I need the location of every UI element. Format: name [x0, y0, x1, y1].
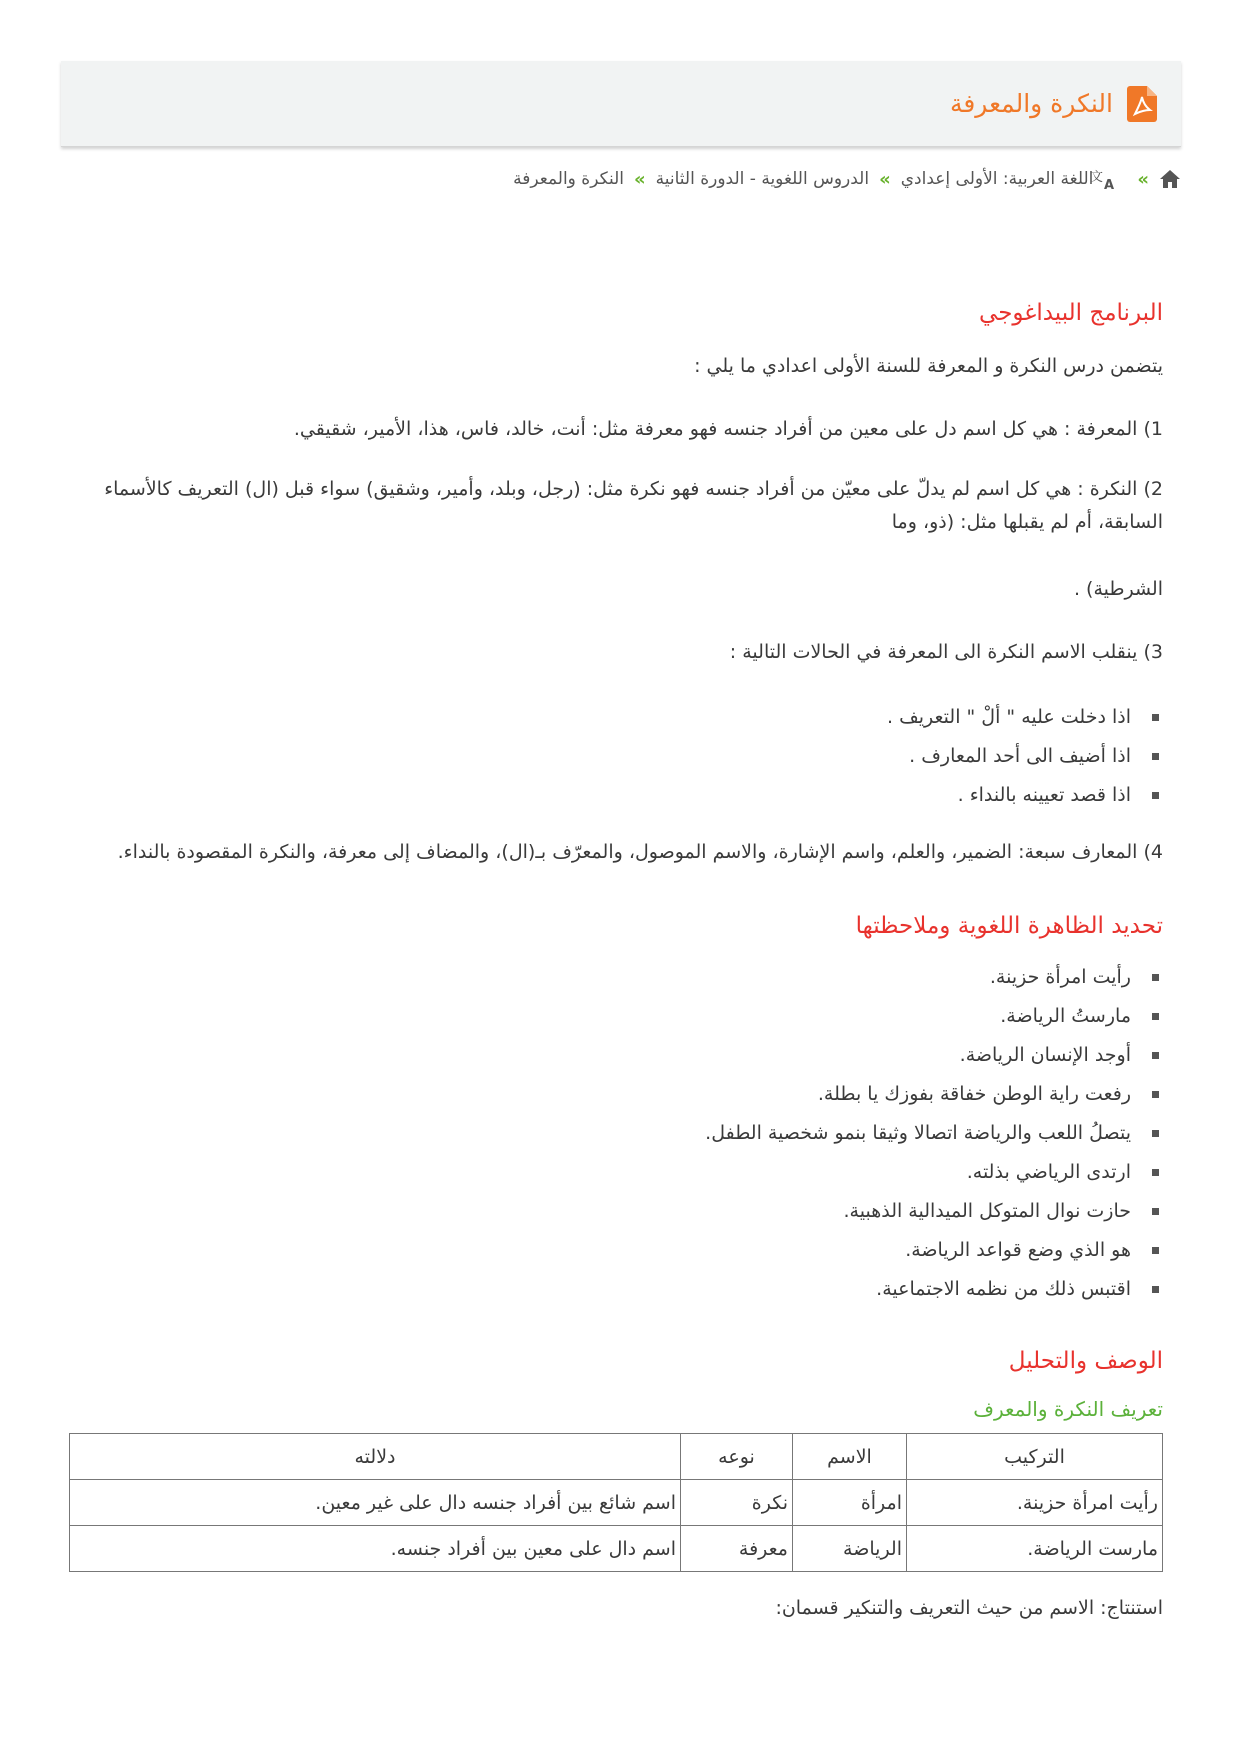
table-cell: مارست الرياضة. — [907, 1526, 1163, 1572]
pdf-icon — [1127, 86, 1157, 122]
section-heading-description-analysis: الوصف والتحليل — [1008, 1348, 1163, 1374]
bullet-icon — [1152, 714, 1159, 721]
definition-nakira: 2) النكرة : هي كل اسم لم يدلّ على معيّن من أفراد جنسه فهو نكرة مثل: (رجل، وبلد، وأمير، وشقيق) سواء قبل (ال) التعريف كالأسماء السابقة، أم لم يقبلها مثل: (ذو، وما — [104, 478, 1163, 534]
translate-icon — [1090, 168, 1127, 193]
table-cell: رأيت امرأة حزينة. — [907, 1480, 1163, 1526]
bullet-icon — [1152, 1208, 1159, 1215]
list-item: ارتدى الرياضي بذلته. — [967, 1154, 1131, 1190]
list-item: يتصلُ اللعب والرياضة اتصالا وثيقا بنمو شخصية الطفل. — [705, 1115, 1131, 1151]
list-item: اقتبس ذلك من نظمه الاجتماعية. — [876, 1271, 1131, 1307]
definition-nakira-continued: الشرطية) . — [1073, 578, 1163, 600]
bullet-icon — [1152, 1052, 1159, 1059]
bullet-icon — [1152, 1091, 1159, 1098]
table-cell: امرأة — [793, 1480, 907, 1526]
breadcrumb-item-lessons[interactable]: الدروس اللغوية - الدورة الثانية — [655, 169, 870, 189]
bullet-icon — [1152, 1013, 1159, 1020]
page-header — [61, 61, 1181, 147]
table-header-row — [70, 1434, 1163, 1480]
bullet-icon — [1152, 1247, 1159, 1254]
bullet-icon — [1152, 753, 1159, 760]
list-item: رأيت امرأة حزينة. — [990, 959, 1131, 995]
table-header-cell: التركيب — [907, 1434, 1163, 1480]
intro-paragraph: يتضمن درس النكرة و المعرفة للسنة الأولى اعدادي ما يلي : — [694, 355, 1163, 377]
table-cell: نكرة — [681, 1480, 793, 1526]
page-title: النكرة والمعرفة — [949, 89, 1113, 118]
list-item: اذا قصد تعيينه بالنداء . — [958, 777, 1131, 813]
table-cell: الرياضة — [793, 1526, 907, 1572]
breadcrumb-item-current: النكرة والمعرفة — [513, 169, 624, 189]
breadcrumb — [181, 168, 1181, 193]
table-header-cell: الاسم — [793, 1434, 907, 1480]
conversion-rule: 3) ينقلب الاسم النكرة الى المعرفة في الحالات التالية : — [729, 641, 1163, 663]
definite-nouns-list: 4) المعارف سبعة: الضمير، والعلم، واسم الإشارة، والاسم الموصول، والمعرّف بـ(ال)، والمضاف إلى معرفة، والنكرة المقصودة بالنداء. — [117, 841, 1163, 863]
table-row — [70, 1480, 1163, 1526]
bullet-icon — [1152, 792, 1159, 799]
definition-maarifa: 1) المعرفة : هي كل اسم دل على معين من أفراد جنسه فهو معرفة مثل: أنت، خالد، فاس، هذا، الأمير، شقيقي. — [293, 418, 1163, 440]
home-icon[interactable] — [1159, 169, 1181, 189]
section-heading-pedagogical-program: البرنامج البيداغوجي — [979, 300, 1163, 326]
bullet-icon — [1152, 974, 1159, 981]
list-item: اذا أضيف الى أحد المعارف . — [909, 738, 1131, 774]
list-item: هو الذي وضع قواعد الرياضة. — [905, 1232, 1131, 1268]
bullet-icon — [1152, 1286, 1159, 1293]
list-item: رفعت راية الوطن خفاقة بفوزك يا بطلة. — [818, 1076, 1131, 1112]
section-heading-observation: تحديد الظاهرة اللغوية وملاحظتها — [855, 913, 1163, 939]
conclusion-paragraph: استنتاج: الاسم من حيث التعريف والتنكير قسمان: — [775, 1597, 1163, 1619]
table-cell: معرفة — [681, 1526, 793, 1572]
list-item: أوجد الإنسان الرياضة. — [960, 1037, 1131, 1073]
svg-text:文: 文 — [1090, 170, 1104, 185]
table-header-cell: نوعه — [681, 1434, 793, 1480]
analysis-table — [69, 1433, 1163, 1572]
svg-text:A: A — [1104, 178, 1115, 193]
table-cell: اسم شائع بين أفراد جنسه دال على غير معين. — [70, 1480, 681, 1526]
bullet-icon — [1152, 1130, 1159, 1137]
list-item: مارستُ الرياضة. — [1000, 998, 1131, 1034]
breadcrumb-separator: » — [879, 168, 891, 190]
list-item: حازت نوال المتوكل الميدالية الذهبية. — [844, 1193, 1131, 1229]
breadcrumb-separator: » — [634, 168, 646, 190]
subsection-heading: تعريف النكرة والمعرف — [973, 1397, 1163, 1421]
breadcrumb-separator: » — [1137, 168, 1149, 190]
table-header-cell: دلالته — [70, 1434, 681, 1480]
table-cell: اسم دال على معين بين أفراد جنسه. — [70, 1526, 681, 1572]
breadcrumb-item-course[interactable]: اللغة العربية: الأولى إعدادي — [900, 169, 1094, 189]
table-row — [70, 1526, 1163, 1572]
bullet-icon — [1152, 1169, 1159, 1176]
list-item: اذا دخلت عليه " ألْ " التعريف . — [887, 699, 1131, 735]
